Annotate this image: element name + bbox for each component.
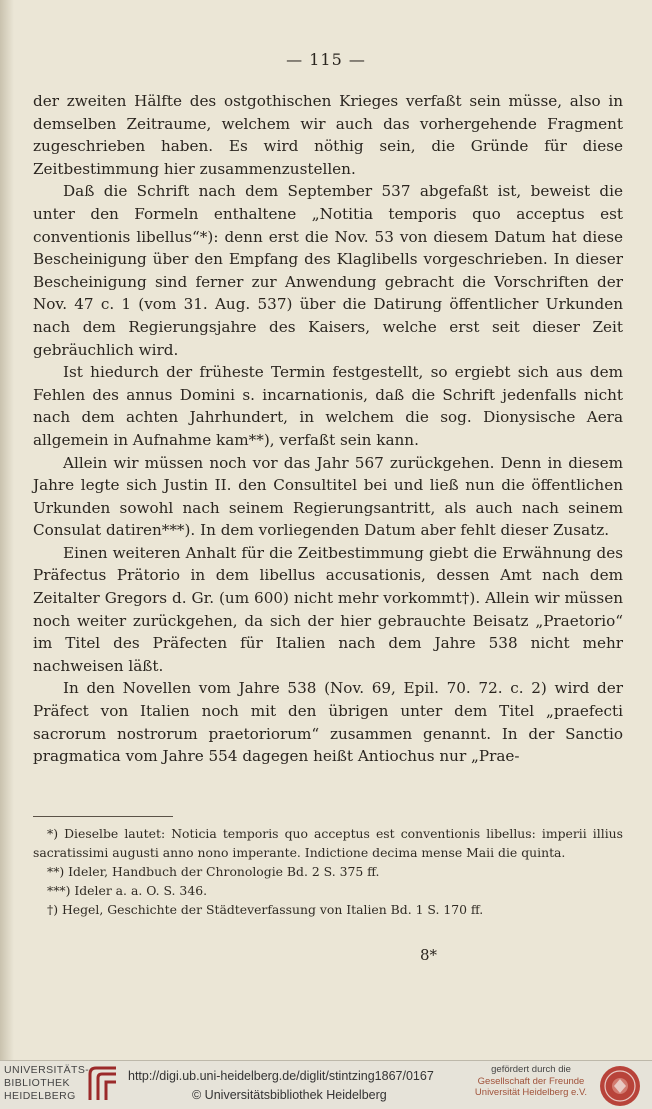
- library-name-text: UNIVERSITÄTS- BIBLIOTHEK HEIDELBERG: [4, 1064, 90, 1102]
- funding-line-1: gefördert durch die: [491, 1064, 571, 1075]
- signature-mark: 8*: [420, 946, 438, 964]
- paragraph-2: Daß die Schrift nach dem September 537 abgefaßt ist, beweist die unter den Formeln enthaltene „Notitia temporis quo acceptus est conventionis libellus“*): denn erst die Nov. 53 von diesem Datum hat diese Bescheinigung über den Empfang des Klaglibells vorgeschrieben. In dieser Bescheinigung sind ferner zur Anwendung gebracht die Vorschriften der Nov. 47 c. 1 (vom 31. Aug. 537) über die Datirung öffentlicher Urkunden nach dem Regierungsjahre des Kaisers, welche erst seit dieser Zeit gebräuchlich wird.: [33, 182, 623, 359]
- library-logo-icon: [86, 1064, 120, 1104]
- library-name: [4, 1064, 89, 1103]
- page-binding-shadow: [0, 0, 14, 1060]
- footnote-rule: [33, 816, 173, 817]
- funding-note: [470, 1064, 592, 1099]
- footnote-4: †) Hegel, Geschichte der Städteverfassung von Italien Bd. 1 S. 170 ff.: [47, 902, 484, 917]
- paragraph-4: Allein wir müssen noch vor das Jahr 567 zurückgehen. Denn in diesem Jahre legte sich Justin II. den Consultitel bei und ließ nun die öffentlichen Urkunden sowohl nach seinem Regierungsantritt, als auch nach seinem Consulat datiren***). In dem vorliegenden Datum aber fehlt dieser Zusatz.: [33, 453, 623, 540]
- footnotes: [33, 824, 623, 919]
- funding-line-3: Universität Heidelberg e.V.: [474, 1087, 588, 1098]
- digitization-footer: [0, 1060, 652, 1109]
- footnote-3: ***) Ideler a. a. O. S. 346.: [47, 883, 208, 898]
- footnote-2: **) Ideler, Handbuch der Chronologie Bd. 2 S. 375 ff.: [47, 864, 380, 879]
- funding-line-2: Gesellschaft der Freunde: [477, 1075, 585, 1087]
- university-seal-icon: [598, 1064, 642, 1108]
- main-text: [33, 90, 623, 768]
- paragraph-3: Ist hiedurch der früheste Termin festgestellt, so ergiebt sich aus dem Fehlen des annus Domini s. incarnationis, daß die Schrift jedenfalls nicht nach dem achten Jahrhundert, in welchem die sog. Dionysische Aera allgemein in Aufnahme kam**), verfaßt sein kann.: [33, 363, 623, 449]
- paragraph-6: In den Novellen vom Jahre 538 (Nov. 69, Epil. 70. 72. c. 2) wird der Präfect von Italien noch mit den übrigen unter dem Titel „praefecti sacrorum nostrorum praetoriorum“ zusammen genannt. In der Sanctio pragmatica vom Jahre 554 dagegen heißt Antiochus nur „Prae-: [33, 679, 623, 766]
- paragraph-5: Einen weiteren Anhalt für die Zeitbestimmung giebt die Erwähnung des Präfectus Prätorio in dem libellus accusationis, dessen Amt nach dem Zeitalter Gregors d. Gr. (um 600) nicht mehr vorkommt†). Allein wir müssen noch weiter zurückgehen, da sich der hier gebrauchte Beisatz „Praetorio“ im Titel des Präfecten für Italien nach dem Jahre 538 nicht mehr nachweisen läßt.: [33, 543, 623, 675]
- page-number: — 115 —: [286, 50, 366, 69]
- footnote-1: *) Dieselbe lautet: Noticia temporis quo acceptus est conventionis libellus: imperii illius sacratissimi augusti anno nono imperante. Indictione decima mense Maii die quinta.: [33, 826, 623, 860]
- paragraph-1: der zweiten Hälfte des ostgothischen Krieges verfaßt sein müsse, also in demselben Zeitraume, welchem wir auch das vorhergehende Fragment zugeschrieben haben. Es wird nöthig sein, die Gründe für diese Zeitbestimmung hier zusammenzustellen.: [33, 92, 623, 178]
- copyright-notice: © Universitätsbibliothek Heidelberg: [192, 1088, 387, 1102]
- permalink[interactable]: http://digi.ub.uni-heidelberg.de/diglit/stintzing1867/0167: [128, 1069, 434, 1083]
